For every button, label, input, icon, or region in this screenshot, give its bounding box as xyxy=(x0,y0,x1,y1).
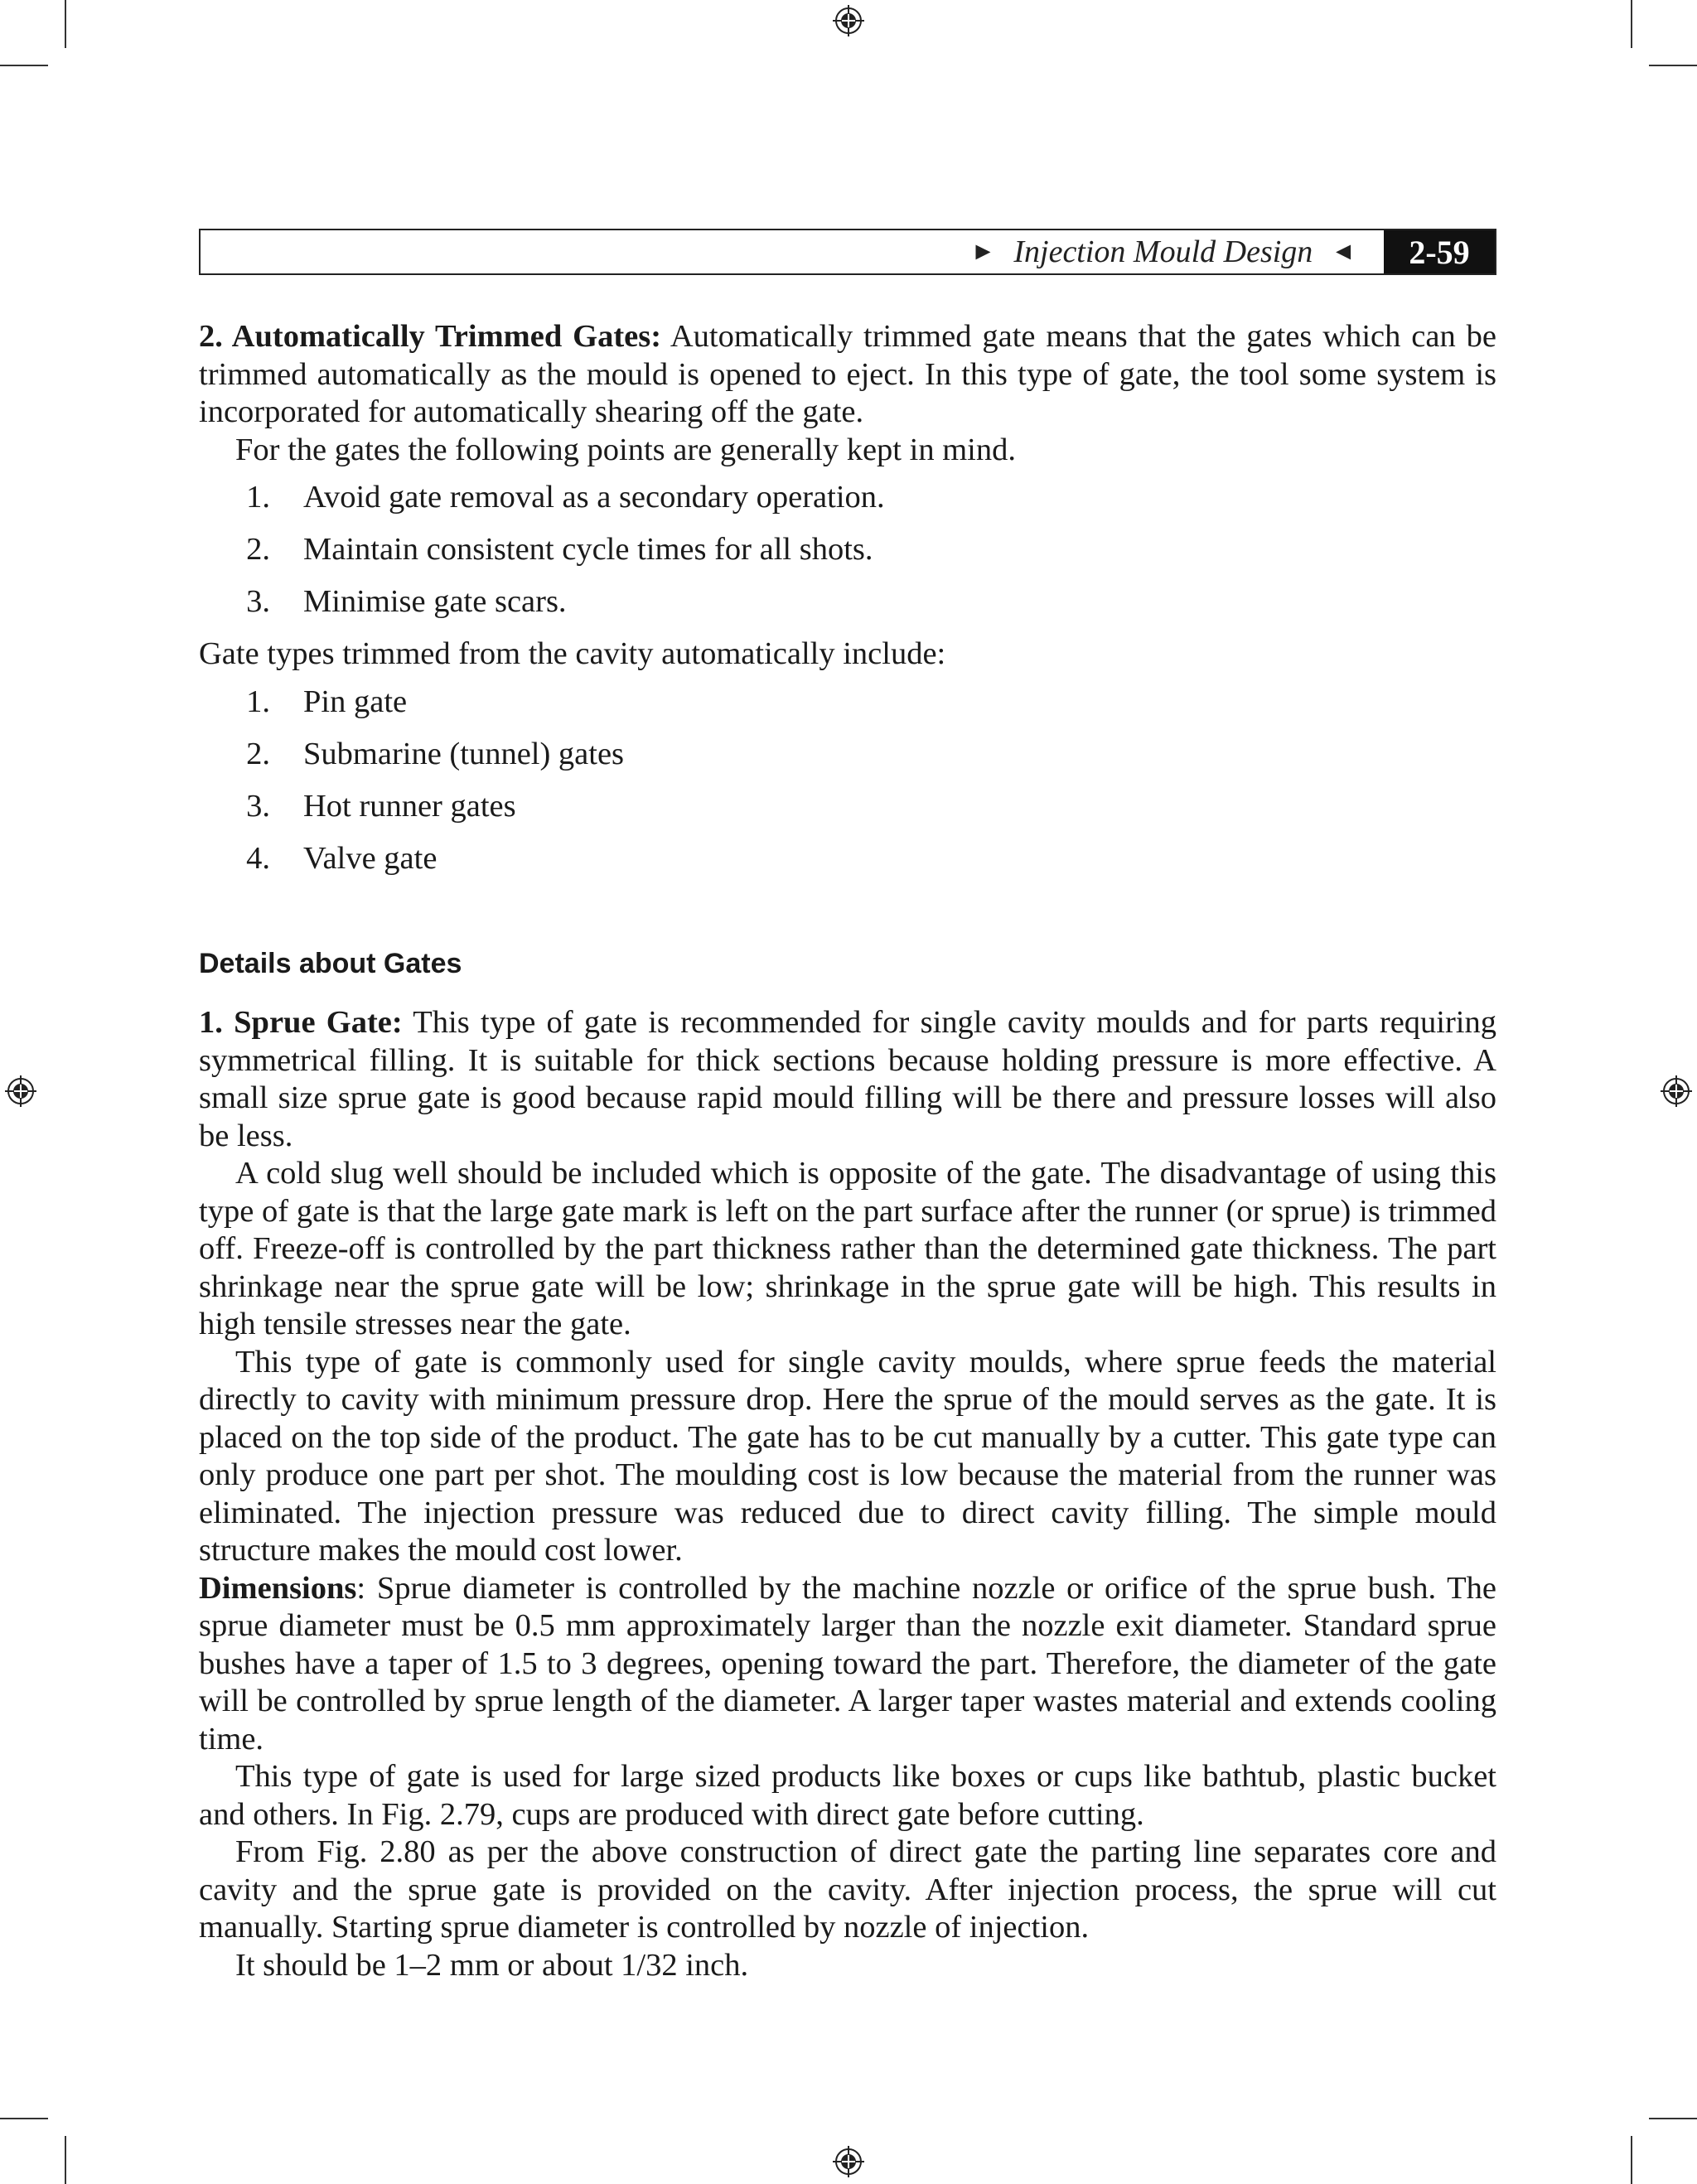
registration-mark-icon xyxy=(833,5,864,36)
auto-trimmed-gates-text: Automatically trimmed gate means that the gates which can be trimmed automatically as the mould is opened to eject. In this type of gate, the tool some system is incorporated for automatically shearing off the gate. xyxy=(199,319,1496,429)
section-heading: Details about Gates xyxy=(199,947,462,979)
crop-mark xyxy=(1631,2136,1632,2184)
crop-mark xyxy=(65,2136,66,2184)
auto-trimmed-gates-lead: 2. Automatically Trimmed Gates: xyxy=(199,319,662,354)
crop-mark xyxy=(0,65,48,66)
sprue-gate-paragraph: 1. Sprue Gate: This type of gate is recommended for single cavity moulds and for parts requiring symmetrical filling. It is suitable for thick sections because holding pressure is more effective. A small size sprue gate is good because rapid mould filling will be there and pressure losses will also be less. xyxy=(199,1005,1497,1153)
crop-mark xyxy=(65,0,66,48)
list-item: 3. Minimise gate scars. xyxy=(246,584,567,619)
dimensions-paragraph: Dimensions: Sprue diameter is controlled by the machine nozzle or orifice of the sprue bush. The sprue diameter must be 0.5 mm approximately larger than the nozzle exit diameter. Standard sprue bushes have a taper of 1.5 to 3 degrees, opening toward the part. Therefore, the diameter of the gate will be controlled by sprue length of the diameter. A larger taper wastes material and extends cooling time. xyxy=(199,1570,1496,1756)
points-intro: For the gates the following points are generally kept in mind. xyxy=(235,432,1016,467)
diameter-paragraph: It should be 1–2 mm or about 1/32 inch. xyxy=(235,1947,749,1983)
gate-points-list xyxy=(199,479,1496,635)
list-item: 4. Valve gate xyxy=(246,840,438,876)
page-body xyxy=(199,318,1496,1984)
large-products-paragraph: This type of gate is used for large sized products like boxes or cups like bathtub, plastic bucket and others. In Fig. 2.79, cups are produced with direct gate before cutting. xyxy=(199,1759,1496,1832)
running-header xyxy=(199,229,1496,275)
registration-mark-icon xyxy=(5,1075,36,1107)
crop-mark xyxy=(1631,0,1632,48)
gate-types-list xyxy=(199,684,1496,892)
auto-trimmed-gates-paragraph xyxy=(199,318,1496,432)
list-item: 1. Avoid gate removal as a secondary operation. xyxy=(246,480,885,515)
list-item: 2. Maintain consistent cycle times for all shots. xyxy=(246,532,873,567)
list-item: 2. Submarine (tunnel) gates xyxy=(246,736,625,771)
fig-280-paragraph: From Fig. 2.80 as per the above construction of direct gate the parting line separates core and cavity and the sprue gate is provided on the cavity. After injection process, the sprue will cut manually. Starting sprue diameter is controlled by nozzle of injection. xyxy=(199,1834,1496,1945)
right-triangle-icon: ► xyxy=(970,238,996,265)
chapter-title: Injection Mould Design xyxy=(1013,234,1313,269)
list-item: 3. Hot runner gates xyxy=(246,788,516,824)
cold-slug-paragraph: A cold slug well should be included which is opposite of the gate. The disadvantage of using this type of gate is that the large gate mark is left on the part surface after the runner (or sprue) is trimmed off. Freeze-off is controlled by the part thickness rather than the determined gate thickness. The part shrinkage near the sprue gate will be low; shrinkage in the sprue gate will be high. This results in high tensile stresses near the gate. xyxy=(199,1156,1496,1341)
sprue-gate-lead: 1. Sprue Gate: xyxy=(199,1005,403,1040)
single-cavity-paragraph: This type of gate is commonly used for single cavity moulds, where sprue feeds the material directly to cavity with minimum pressure drop. Here the sprue of the mould serves as the gate. It is placed on the top side of the product. The gate has to be cut manually by a cutter. This gate type can only produce one part per shot. The moulding cost is low because the material from the runner was eliminated. The injection pressure was reduced due to direct cavity filling. The simple mould structure makes the mould cost lower. xyxy=(199,1344,1496,1568)
crop-mark xyxy=(1649,2118,1697,2119)
types-intro: Gate types trimmed from the cavity automatically include: xyxy=(199,636,946,671)
page-number: 2-59 xyxy=(1384,230,1495,273)
registration-mark-icon xyxy=(833,2146,864,2177)
dimensions-lead: Dimensions xyxy=(199,1570,357,1606)
registration-mark-icon xyxy=(1661,1075,1692,1107)
crop-mark xyxy=(1649,65,1697,66)
list-item: 1. Pin gate xyxy=(246,684,408,719)
crop-mark xyxy=(0,2118,48,2119)
left-triangle-icon: ◄ xyxy=(1331,238,1356,265)
